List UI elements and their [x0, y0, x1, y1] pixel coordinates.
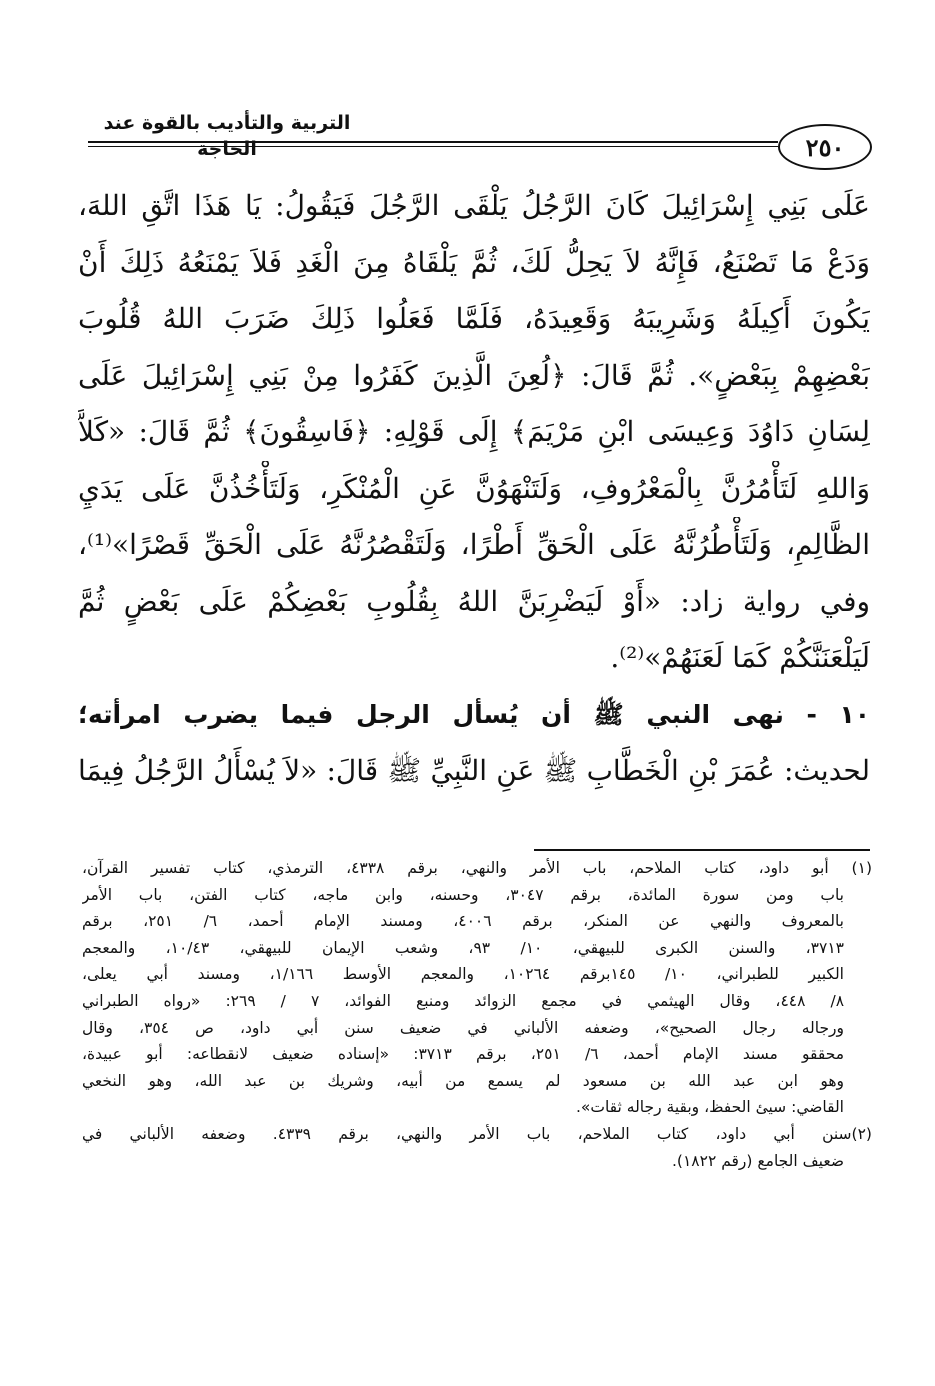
- footnote-line: ورجاله رجال الصحيح»، وضعفه الألباني في ضعيف سنن أبي داود، ص ٣٥٤، وقال: [82, 1018, 844, 1037]
- section-heading: ١٠ - نهى النبي ﷺ أن يُسأل الرجل فيما يضرب امرأته؛: [78, 699, 870, 729]
- main-text-line: الظَّالِمِ، وَلَتَأْطُرُنَّهُ عَلَى الْحَقِّ أَطْرًا، وَلَتَقْصُرُنَّهُ عَلَى الْحَقِّ قَصْرًا»⁽¹⁾،: [78, 528, 870, 561]
- main-text-line: لحديث: عُمَرَ بْنِ الْخَطَّابِ ﷺ عَنِ النَّبِيِّ ﷺ قَالَ: «لاَ يُسْأَلُ الرَّجُلُ فِيمَا: [78, 754, 870, 787]
- footnote-line: ٨/ ٤٤٨، وقال الهيثمي في مجمع الزوائد ومنبع الفوائد، ٧ / ٢٦٩: «رواه الطبراني: [82, 991, 845, 1010]
- footnote-separator: [534, 849, 870, 851]
- footnote-line: القاضي: سيئ الحفظ، وبقية رجاله ثقات».: [575, 1098, 844, 1117]
- main-text-line: بَعْضِهِمْ بِبَعْضٍ». ثُمَّ قَالَ: ﴿لُعِنَ الَّذِينَ كَفَرُوا مِنْ بَنِي إِسْرَائِيلَ عَلَى: [78, 358, 870, 392]
- running-header-title: التربية والتأديب بالقوة عند الحاجة: [103, 112, 351, 160]
- header-rule-thin: [88, 146, 778, 147]
- footnote-line: (١) أبو داود، كتاب الملاحم، باب الأمر والنهي، برقم ٤٣٣٨، الترمذي، كتاب تفسير القرآن،: [82, 859, 872, 877]
- footnote-line: بالمعروف والنهي عن المنكر، برقم ٤٠٠٦، ومسند الإمام أحمد، ٦/ ٢٥١، برقم: [82, 912, 844, 931]
- main-text-line: عَلَى بَنِي إِسْرَائِيلَ كَانَ الرَّجُلُ يَلْقَى الرَّجُلَ فَيَقُولُ: يَا هَذَا اتَّقِ اللهَ،: [78, 189, 870, 222]
- footnote-line: وهو ابن عبد الله بن مسعود لم يسمع من أبيه، وشريك بن عبد الله، وهو النخعي: [82, 1071, 844, 1090]
- footnote-line: محققو مسند الإمام أحمد، ٦/ ٢٥١، برقم ٣٧١٣: «إسناده ضعيف لانقطاعه: أبو عبيدة،: [82, 1045, 845, 1064]
- footnotes: [82, 855, 872, 1174]
- footnote-line: (٢)سنن أبي داود، كتاب الملاحم، باب الأمر والنهي، برقم ٤٣٣٩. وضعفه الألباني في: [82, 1124, 872, 1143]
- main-text-line: وَاللهِ لَتَأْمُرُنَّ بِالْمَعْرُوفِ، وَلَتَنْهَوُنَّ عَنِ الْمُنْكَرِ، وَلَتَأْخُذُنَّ عَلَى يَدَيِ: [78, 471, 870, 505]
- main-text-line: لِسَانِ دَاوُدَ وَعِيسَى ابْنِ مَرْيَمَ﴾ إِلَى قَوْلِهِ: ﴿فَاسِقُونَ﴾ ثُمَّ قَالَ: «كَلاَّ: [78, 415, 870, 448]
- header-rule: [88, 141, 778, 143]
- footnote-line: ضعيف الجامع (رقم ١٨٢٢).: [671, 1151, 844, 1170]
- footnote-line: الكبير للطبراني، ١٠/ ١٤٥برقم ١٠٢٦٤، والمعجم الأوسط ١/١٦٦، ومسند أبي يعلى،: [82, 965, 844, 984]
- main-text-line: يَكُونَ أَكِيلَهُ وَشَرِيبَهُ وَقَعِيدَهُ، فَلَمَّا فَعَلُوا ذَلِكَ ضَرَبَ اللهُ قُلُوبَ: [78, 302, 870, 335]
- footnote-line: ٣٧١٣، والسنن الكبرى للبيهقي، ١٠/ ٩٣، وشعب الإيمان للبيهقي، ١٠/٤٣، والمعجم: [82, 938, 844, 957]
- page-number: ٢٥٠: [778, 124, 872, 170]
- main-text-line: وَدَعْ مَا تَصْنَعُ، فَإِنَّهُ لاَ يَحِلُّ لَكَ، ثُمَّ يَلْقَاهُ مِنَ الْغَدِ فَلاَ يَمْنَعُهُ ذَلِكَ أَنْ: [78, 245, 870, 279]
- footnote-line: باب ومن سورة المائدة، برقم ٣٠٤٧، وحسنه، وابن ماجه، كتاب الفتن، باب الأمر: [82, 885, 844, 904]
- main-text-line: وفي رواية زاد: «أَوْ لَيَضْرِبَنَّ اللهُ بِقُلُوبِ بَعْضِكُمْ عَلَى بَعْضٍ ثُمَّ: [78, 584, 870, 618]
- main-text: [78, 178, 870, 800]
- main-text-line: لَيَلْعَنَنَّكُمْ كَمَا لَعَنَهُمْ»⁽²⁾.: [610, 641, 870, 674]
